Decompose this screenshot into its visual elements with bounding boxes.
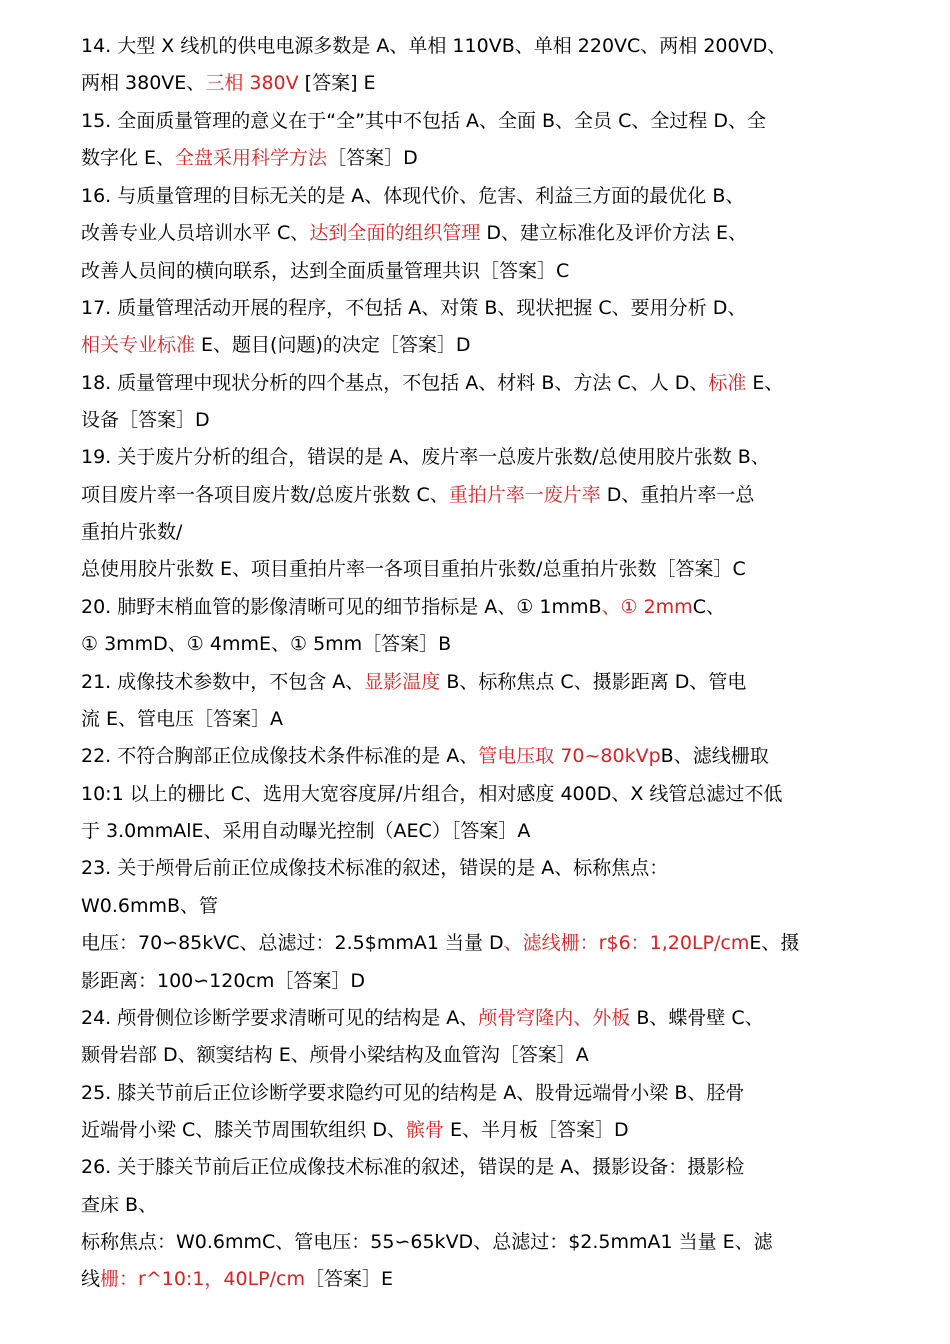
highlighted-answer-text: 重拍片率一废片率 (448, 484, 601, 506)
text-segment: E、半月板［答案］D (444, 1119, 629, 1141)
text-line (81, 331, 881, 359)
text-segment: 改善专业人员培训水平 C、 (81, 222, 310, 244)
highlighted-answer-text: 髌骨 (405, 1119, 444, 1141)
text-line (81, 518, 881, 546)
text-segment: 24. 颅骨侧位诊断学要求清晰可见的结构是 A、 (81, 1007, 479, 1029)
highlighted-answer-text: 管电压取 70~80kVp (478, 745, 661, 767)
text-segment: 重拍片张数/ (81, 521, 183, 543)
text-segment: 22. 不符合胸部正位成像技术条件标准的是 A、 (81, 745, 479, 767)
text-segment: ［答案］D (327, 147, 418, 169)
text-line (81, 107, 881, 135)
text-line (81, 892, 881, 920)
text-segment: B、滤线栅取 (660, 745, 769, 767)
text-line (81, 705, 881, 733)
text-line (81, 1191, 881, 1219)
highlighted-answer-text: 显影温度 (364, 671, 441, 693)
text-line (81, 294, 881, 322)
text-line (81, 1265, 881, 1293)
text-segment: 10:1 以上的栅比 C、选用大宽容度屏/片组合，相对感度 400D、X 线管总滤过不低 (81, 783, 783, 805)
text-segment: 25. 膝关节前后正位诊断学要求隐约可见的结构是 A、股骨远端骨小梁 B、胫骨 (81, 1082, 745, 1104)
highlighted-answer-text: 三相 380V (205, 72, 299, 94)
text-segment: 近端骨小梁 C、膝关节周围软组织 D、 (81, 1119, 406, 1141)
text-segment: [答案] E (298, 72, 376, 94)
text-segment: 15. 全面质量管理的意义在于“全”其中不包括 A、全面 B、全员 C、全过程 D、全 (81, 110, 767, 132)
text-line (81, 1041, 881, 1069)
highlighted-answer-text: 标准 (708, 372, 747, 394)
text-segment: 19. 关于废片分析的组合，错误的是 A、废片率一总废片张数/总使用胶片张数 B、 (81, 446, 770, 468)
text-line (81, 69, 881, 97)
text-line (81, 144, 881, 172)
text-segment: E、题目(问题)的决定［答案］D (195, 334, 471, 356)
text-line (81, 481, 881, 509)
text-segment: 两相 380VE、 (81, 72, 206, 94)
text-segment: 21. 成像技术参数中，不包含 A、 (81, 671, 365, 693)
text-segment: 23. 关于颅骨后前正位成像技术标准的叙述，错误的是 A、标称焦点： (81, 857, 669, 879)
text-line (81, 742, 881, 770)
text-segment: E、 (746, 372, 784, 394)
text-segment: 流 E、管电压［答案］A (81, 708, 284, 730)
text-segment: 颞骨岩部 D、额窦结构 E、颅骨小梁结构及血管沟［答案］A (81, 1044, 589, 1066)
text-line (81, 555, 881, 583)
text-segment: 项目废片率一各项目废片数/总废片张数 C、 (81, 484, 449, 506)
text-line (81, 817, 881, 845)
highlighted-answer-text: 达到全面的组织管理 (309, 222, 481, 244)
text-line (81, 369, 881, 397)
text-segment: 改善人员间的横向联系，达到全面质量管理共识［答案］C (81, 260, 570, 282)
text-segment: 电压：70∽85kVC、总滤过：2.5$mmA1 当量 D (81, 932, 504, 954)
text-segment: ［答案］E (305, 1268, 394, 1290)
text-line (81, 406, 881, 434)
text-segment: ① 3mmD、① 4mmE、① 5mm［答案］B (81, 633, 452, 655)
text-segment: 线 (81, 1268, 101, 1290)
text-segment: B、标称焦点 C、摄影距离 D、管电 (440, 671, 747, 693)
text-line (81, 929, 881, 957)
text-segment: 17. 质量管理活动开展的程序，不包括 A、对策 B、现状把握 C、要用分析 D、 (81, 297, 747, 319)
text-segment: 标称焦点：W0.6mmC、管电压：55∽65kVD、总滤过：$2.5mmA1 当量 E、滤 (81, 1231, 773, 1253)
text-line (81, 1228, 881, 1256)
text-segment: W0.6mmB、管 (81, 895, 219, 917)
text-segment: 影距离：100∽120cm［答案］D (81, 970, 366, 992)
text-line (81, 1153, 881, 1181)
highlighted-answer-text: 、滤线栅：r$6：1,20LP/cm (503, 932, 750, 954)
text-line (81, 182, 881, 210)
highlighted-answer-text: 栅：r^10:1，40LP/cm (100, 1268, 305, 1290)
text-line (81, 443, 881, 471)
text-segment: 查床 B、 (81, 1194, 158, 1216)
text-segment: C、 (692, 596, 725, 618)
highlighted-answer-text: 颅骨穹隆内、外板 (478, 1007, 631, 1029)
highlighted-answer-text: 全盘采用科学方法 (175, 147, 328, 169)
text-line (81, 668, 881, 696)
text-segment: 26. 关于膝关节前后正位成像技术标准的叙述，错误的是 A、摄影设备：摄影检 (81, 1156, 745, 1178)
text-line (81, 854, 881, 882)
text-segment: 16. 与质量管理的目标无关的是 A、体现代价、危害、利益三方面的最优化 B、 (81, 185, 745, 207)
text-segment: 设备［答案］D (81, 409, 210, 431)
text-line (81, 219, 881, 247)
highlighted-answer-text: 相关专业标准 (81, 334, 196, 356)
text-segment: 20. 肺野末梢血管的影像清晰可见的细节指标是 A、① 1mmB (81, 596, 602, 618)
text-line (81, 257, 881, 285)
text-segment: D、重拍片率一总 (600, 484, 755, 506)
text-segment: 总使用胶片张数 E、项目重拍片率一各项目重拍片张数/总重拍片张数［答案］C (81, 558, 746, 580)
text-line (81, 967, 881, 995)
text-segment: 14. 大型 X 线机的供电电源多数是 A、单相 110VB、单相 220VC、两相 200VD、 (81, 35, 787, 57)
text-segment: 18. 质量管理中现状分析的四个基点，不包括 A、材料 B、方法 C、人 D、 (81, 372, 709, 394)
text-line (81, 593, 881, 621)
text-segment: 数字化 E、 (81, 147, 176, 169)
text-segment: D、建立标准化及评价方法 E、 (480, 222, 748, 244)
text-segment: E、摄 (749, 932, 800, 954)
text-line (81, 32, 881, 60)
text-line (81, 630, 881, 658)
text-segment: B、蝶骨壁 C、 (630, 1007, 764, 1029)
text-line (81, 780, 881, 808)
text-line (81, 1079, 881, 1107)
highlighted-answer-text: 、① 2mm (601, 596, 693, 618)
text-line (81, 1116, 881, 1144)
text-line (81, 1004, 881, 1032)
text-segment: 于 3.0mmAlE、采用自动曝光控制（AEC）［答案］A (81, 820, 531, 842)
